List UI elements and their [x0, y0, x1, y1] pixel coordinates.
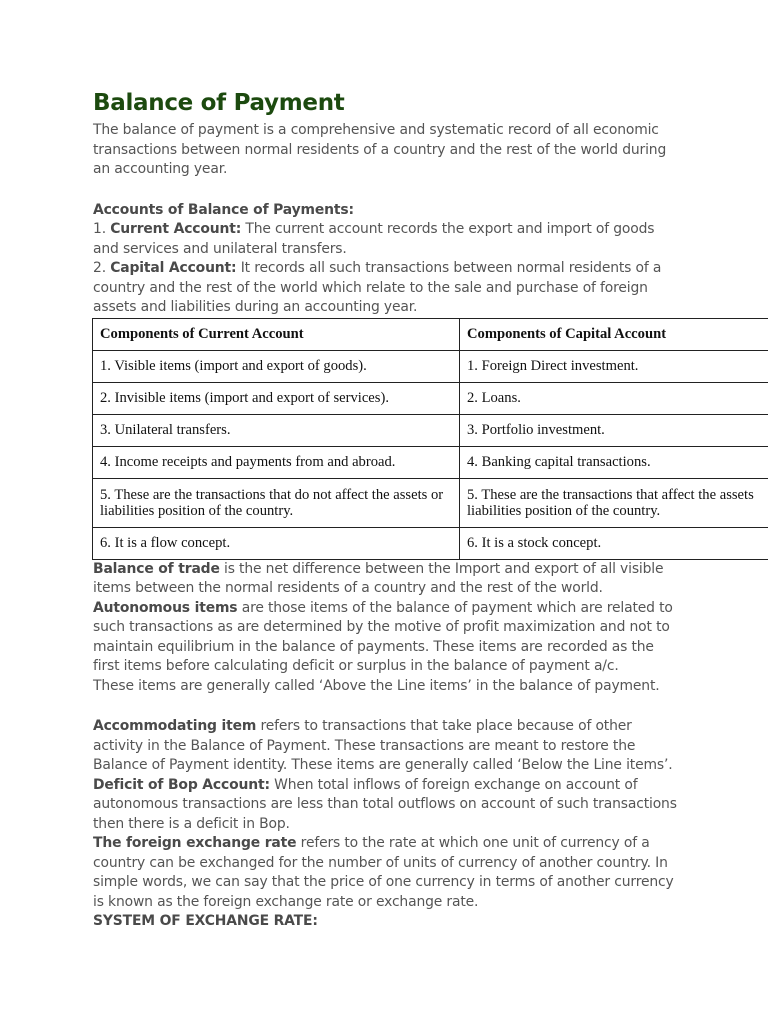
table-cell: 1. Visible items (import and export of goods).	[93, 350, 460, 382]
accounts-heading	[93, 201, 679, 221]
table-cell: 6. It is a stock concept.	[460, 527, 768, 559]
current-account-item	[93, 220, 679, 259]
capital-account-label: Capital Account:	[110, 260, 237, 276]
table-cell: 4. Banking capital transactions.	[460, 446, 768, 478]
capital-account-text: It records all such transactions between normal residents of a country and the rest of the world which relate to the sale and purchase of foreign assets and liabilities during an accounting year.	[93, 260, 662, 315]
table-cell: 6. It is a flow concept.	[93, 527, 460, 559]
paragraph-spacer	[93, 180, 679, 201]
accounts-heading-text: Accounts of Balance of Payments:	[93, 201, 354, 218]
table-header-current: Components of Current Account	[93, 318, 460, 350]
table-row	[93, 414, 768, 446]
system-of-exchange-heading	[93, 912, 679, 932]
forex-rate-label: The foreign exchange rate	[93, 835, 297, 851]
balance-of-trade-label: Balance of trade	[93, 560, 220, 577]
paragraph-spacer	[93, 696, 679, 717]
capital-account-number: 2.	[93, 260, 106, 276]
autonomous-items-paragraph	[93, 599, 679, 677]
capital-account-item	[93, 259, 679, 318]
autonomous-items-label: Autonomous items	[93, 599, 238, 616]
document-content	[93, 88, 754, 932]
components-table	[92, 318, 768, 560]
table-row	[93, 446, 768, 478]
table-cell: 5. These are the transactions that affect the assets liabilities position of the country.	[460, 478, 768, 527]
autonomous-items-text: are those items of the balance of payment which are related to such transactions as are determined by the motive of profit maximization and not to maintain equilibrium in the balance of payments. These items are recorded as the first items before calculating deficit or surplus in the balance of payment a/c.	[93, 599, 673, 674]
forex-rate-paragraph	[93, 834, 679, 912]
deficit-label: Deficit of Bop Account:	[93, 776, 270, 793]
current-account-text: The current account records the export and import of goods and services and unilateral transfers.	[93, 221, 655, 257]
table-cell: 3. Unilateral transfers.	[93, 414, 460, 446]
page-title: Balance of Payment	[93, 90, 345, 116]
balance-of-trade-paragraph	[93, 560, 679, 599]
table-cell: 5. These are the transactions that do not affect the assets or liabilities position of the country.	[93, 478, 460, 527]
current-account-number: 1.	[93, 221, 106, 237]
table-row	[93, 350, 768, 382]
autonomous-items-note: These items are generally called ‘Above the Line items’ in the balance of payment.	[93, 677, 660, 694]
table-header-capital: Components of Capital Account	[460, 318, 768, 350]
system-of-exchange-heading-text: SYSTEM OF EXCHANGE RATE:	[93, 913, 318, 929]
accommodating-item-paragraph	[93, 717, 679, 776]
accommodating-item-text: refers to transactions that take place because of other activity in the Balance of Payment. These transactions are meant to restore the Balance of Payment identity. These items are generally called ‘Below the Line items’.	[93, 718, 673, 773]
accommodating-item-label: Accommodating item	[93, 718, 257, 734]
table-header-row	[93, 318, 768, 350]
intro-paragraph: The balance of payment is a comprehensive and systematic record of all economic transactions between normal residents of a country and the rest of the world during an accounting year.	[93, 122, 667, 177]
deficit-paragraph	[93, 776, 679, 835]
current-account-label: Current Account:	[110, 221, 242, 237]
balance-of-trade-text: is the net difference between the Import and export of all visible items between the normal residents of a country and the rest of the world.	[93, 560, 664, 596]
forex-rate-text: refers to the rate at which one unit of currency of a country can be exchanged for the number of units of currency of another country. In simple words, we can say that the price of one currency in terms of another currency is known as the foreign exchange rate or exchange rate.	[93, 835, 674, 910]
table-cell: 3. Portfolio investment.	[460, 414, 768, 446]
table-row	[93, 382, 768, 414]
deficit-text: When total inflows of foreign exchange on account of autonomous transactions are less than total outflows on account of such transactions then there is a deficit in Bop.	[93, 776, 677, 832]
table-row	[93, 478, 768, 527]
table-cell: 1. Foreign Direct investment.	[460, 350, 768, 382]
table-cell: 2. Invisible items (import and export of services).	[93, 382, 460, 414]
table-cell: 4. Income receipts and payments from and abroad.	[93, 446, 460, 478]
table-cell: 2. Loans.	[460, 382, 768, 414]
table-row	[93, 527, 768, 559]
